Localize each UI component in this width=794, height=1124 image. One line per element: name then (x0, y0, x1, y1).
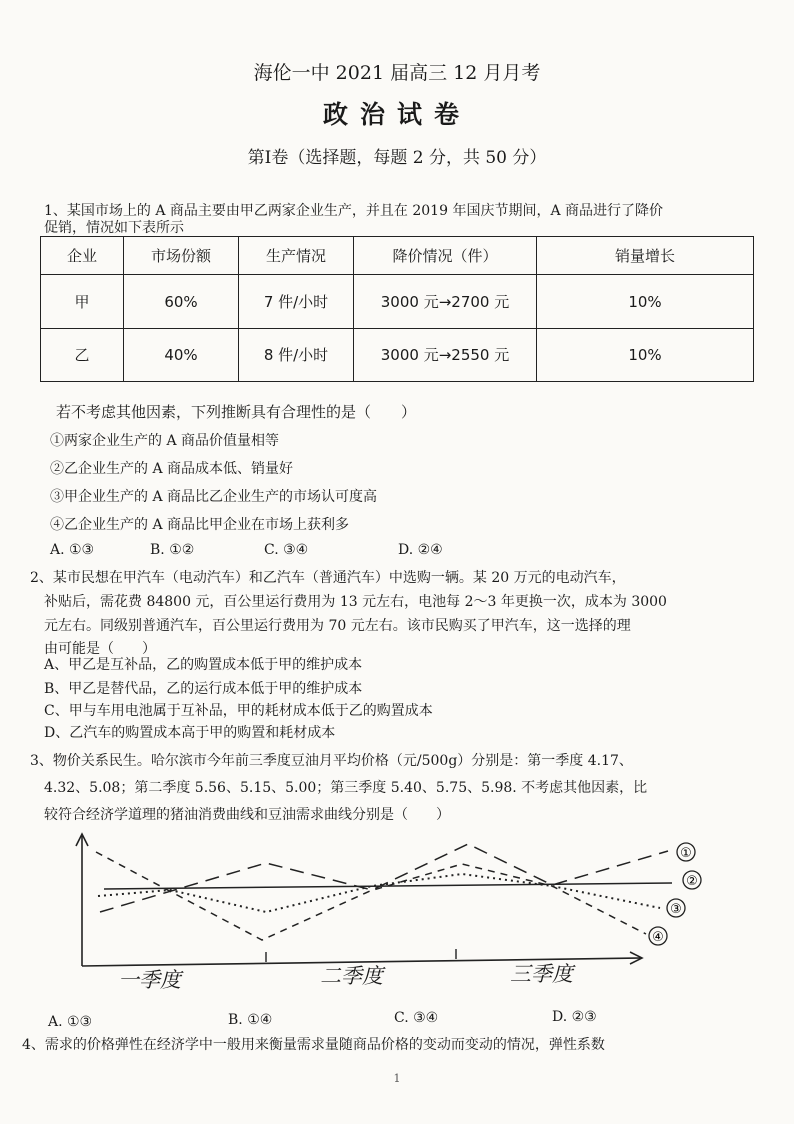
table-cell: 3000 元→2700 元 (354, 275, 537, 328)
table-header-cell: 企业 (41, 237, 124, 275)
exam-header (0, 58, 794, 168)
table-header-cell: 降价情况（件） (354, 237, 537, 275)
q1-statement: ③甲企业生产的 A 商品比乙企业生产的市场认可度高 (50, 489, 378, 505)
q3-option-c[interactable]: C. ③④ (394, 1010, 439, 1026)
table-cell: 60% (124, 275, 239, 328)
table-cell: 3000 元→2550 元 (354, 328, 537, 381)
q2-option-a[interactable]: A、甲乙是互补品，乙的购置成本低于甲的维护成本 (44, 657, 363, 673)
table-cell: 7 件/小时 (239, 275, 354, 328)
q1-option-d[interactable]: D. ②④ (398, 542, 443, 558)
q2-line: 2、某市民想在甲汽车（电动汽车）和乙汽车（普通汽车）中选购一辆。某 20 万元的电动汽车， (30, 570, 626, 586)
q1-question: 若不考虑其他因素，下列推断具有合理性的是（ ） (56, 403, 417, 421)
x-label-q3: 三季度 (510, 962, 573, 986)
table-cell: 10% (537, 328, 754, 381)
table-row (41, 328, 754, 381)
q2-line: 元左右。同级别普通汽车，百公里运行费用为 70 元左右。该市民购买了甲汽车，这一选择的理 (44, 618, 631, 634)
x-label-q2: 二季度 (320, 964, 383, 988)
q3-line: 3、物价关系民生。哈尔滨市今年前三季度豆油月平均价格（元/500g）分别是：第一季度 4.17、 (30, 753, 633, 769)
q2-option-c[interactable]: C、甲与车用电池属于互补品，甲的耗材成本低于乙的购置成本 (44, 703, 433, 719)
table-cell: 40% (124, 328, 239, 381)
q3-option-d[interactable]: D. ②③ (552, 1009, 597, 1025)
curve-label-1: ① (680, 846, 692, 861)
page-number: 1 (393, 1072, 401, 1085)
q1-stem-line1: 1、某国市场上的 A 商品主要由甲乙两家企业生产，并且在 2019 年国庆节期间，A 商品进行了降价 (44, 203, 664, 219)
q1-statement: ①两家企业生产的 A 商品价值量相等 (50, 433, 280, 449)
q2-option-d[interactable]: D、乙汽车的购置成本高于甲的购置和耗材成本 (44, 725, 336, 741)
q4-line: 4、需求的价格弹性在经济学中一般用来衡量需求量随商品价格的变动而变动的情况，弹性系数 (22, 1037, 605, 1053)
table-cell: 10% (537, 275, 754, 328)
table-header-cell: 销量增长 (537, 237, 754, 275)
q1-option-b[interactable]: B. ①② (150, 542, 195, 558)
q2-line: 补贴后，需花费 84800 元，百公里运行费用为 13 元左右，电池每 2～3 年更换一次，成本为 3000 (44, 594, 667, 610)
table-cell: 甲 (41, 275, 124, 328)
q1-stem-line2: 促销，情况如下表所示 (44, 220, 184, 236)
curve-label-4: ④ (652, 930, 664, 945)
exam-title: 海伦一中 2021 届高三 12 月月考 (253, 62, 541, 84)
table-cell: 乙 (41, 328, 124, 381)
q1-option-c[interactable]: C. ③④ (264, 542, 309, 558)
table-row (41, 275, 754, 328)
x-label-q1: 一季度 (118, 968, 181, 992)
curve-1 (100, 844, 668, 912)
q1-statement: ②乙企业生产的 A 商品成本低、销量好 (50, 461, 294, 477)
table-cell: 8 件/小时 (239, 328, 354, 381)
q1-statement: ④乙企业生产的 A 商品比甲企业在市场上获利多 (50, 517, 350, 533)
table-header-row (41, 237, 754, 275)
paper-title: 政治试卷 (322, 100, 471, 129)
section-title: 第Ⅰ卷（选择题，每题 2 分，共 50 分） (247, 148, 547, 168)
curve-label-3: ③ (670, 902, 682, 917)
q3-option-a[interactable]: A. ①③ (48, 1014, 93, 1030)
q1-option-a[interactable]: A. ①③ (50, 542, 95, 558)
table-header-cell: 生产情况 (239, 237, 354, 275)
curve-label-2: ② (686, 874, 698, 889)
q3-option-b[interactable]: B. ①④ (228, 1012, 273, 1028)
table-header-cell: 市场份额 (124, 237, 239, 275)
market-table (40, 236, 754, 382)
curve-3 (98, 874, 660, 912)
curve-4 (96, 852, 646, 940)
q3-line: 较符合经济学道理的猪油消费曲线和豆油需求曲线分别是（ ） (44, 807, 450, 823)
q3-line: 4.32、5.08；第二季度 5.56、5.15、5.00；第三季度 5.40、5.75、5.98. 不考虑其他因素，比 (44, 780, 648, 796)
q2-option-b[interactable]: B、甲乙是替代品，乙的运行成本低于甲的维护成本 (44, 681, 363, 697)
q2-line: 由可能是（ ） (44, 641, 156, 657)
